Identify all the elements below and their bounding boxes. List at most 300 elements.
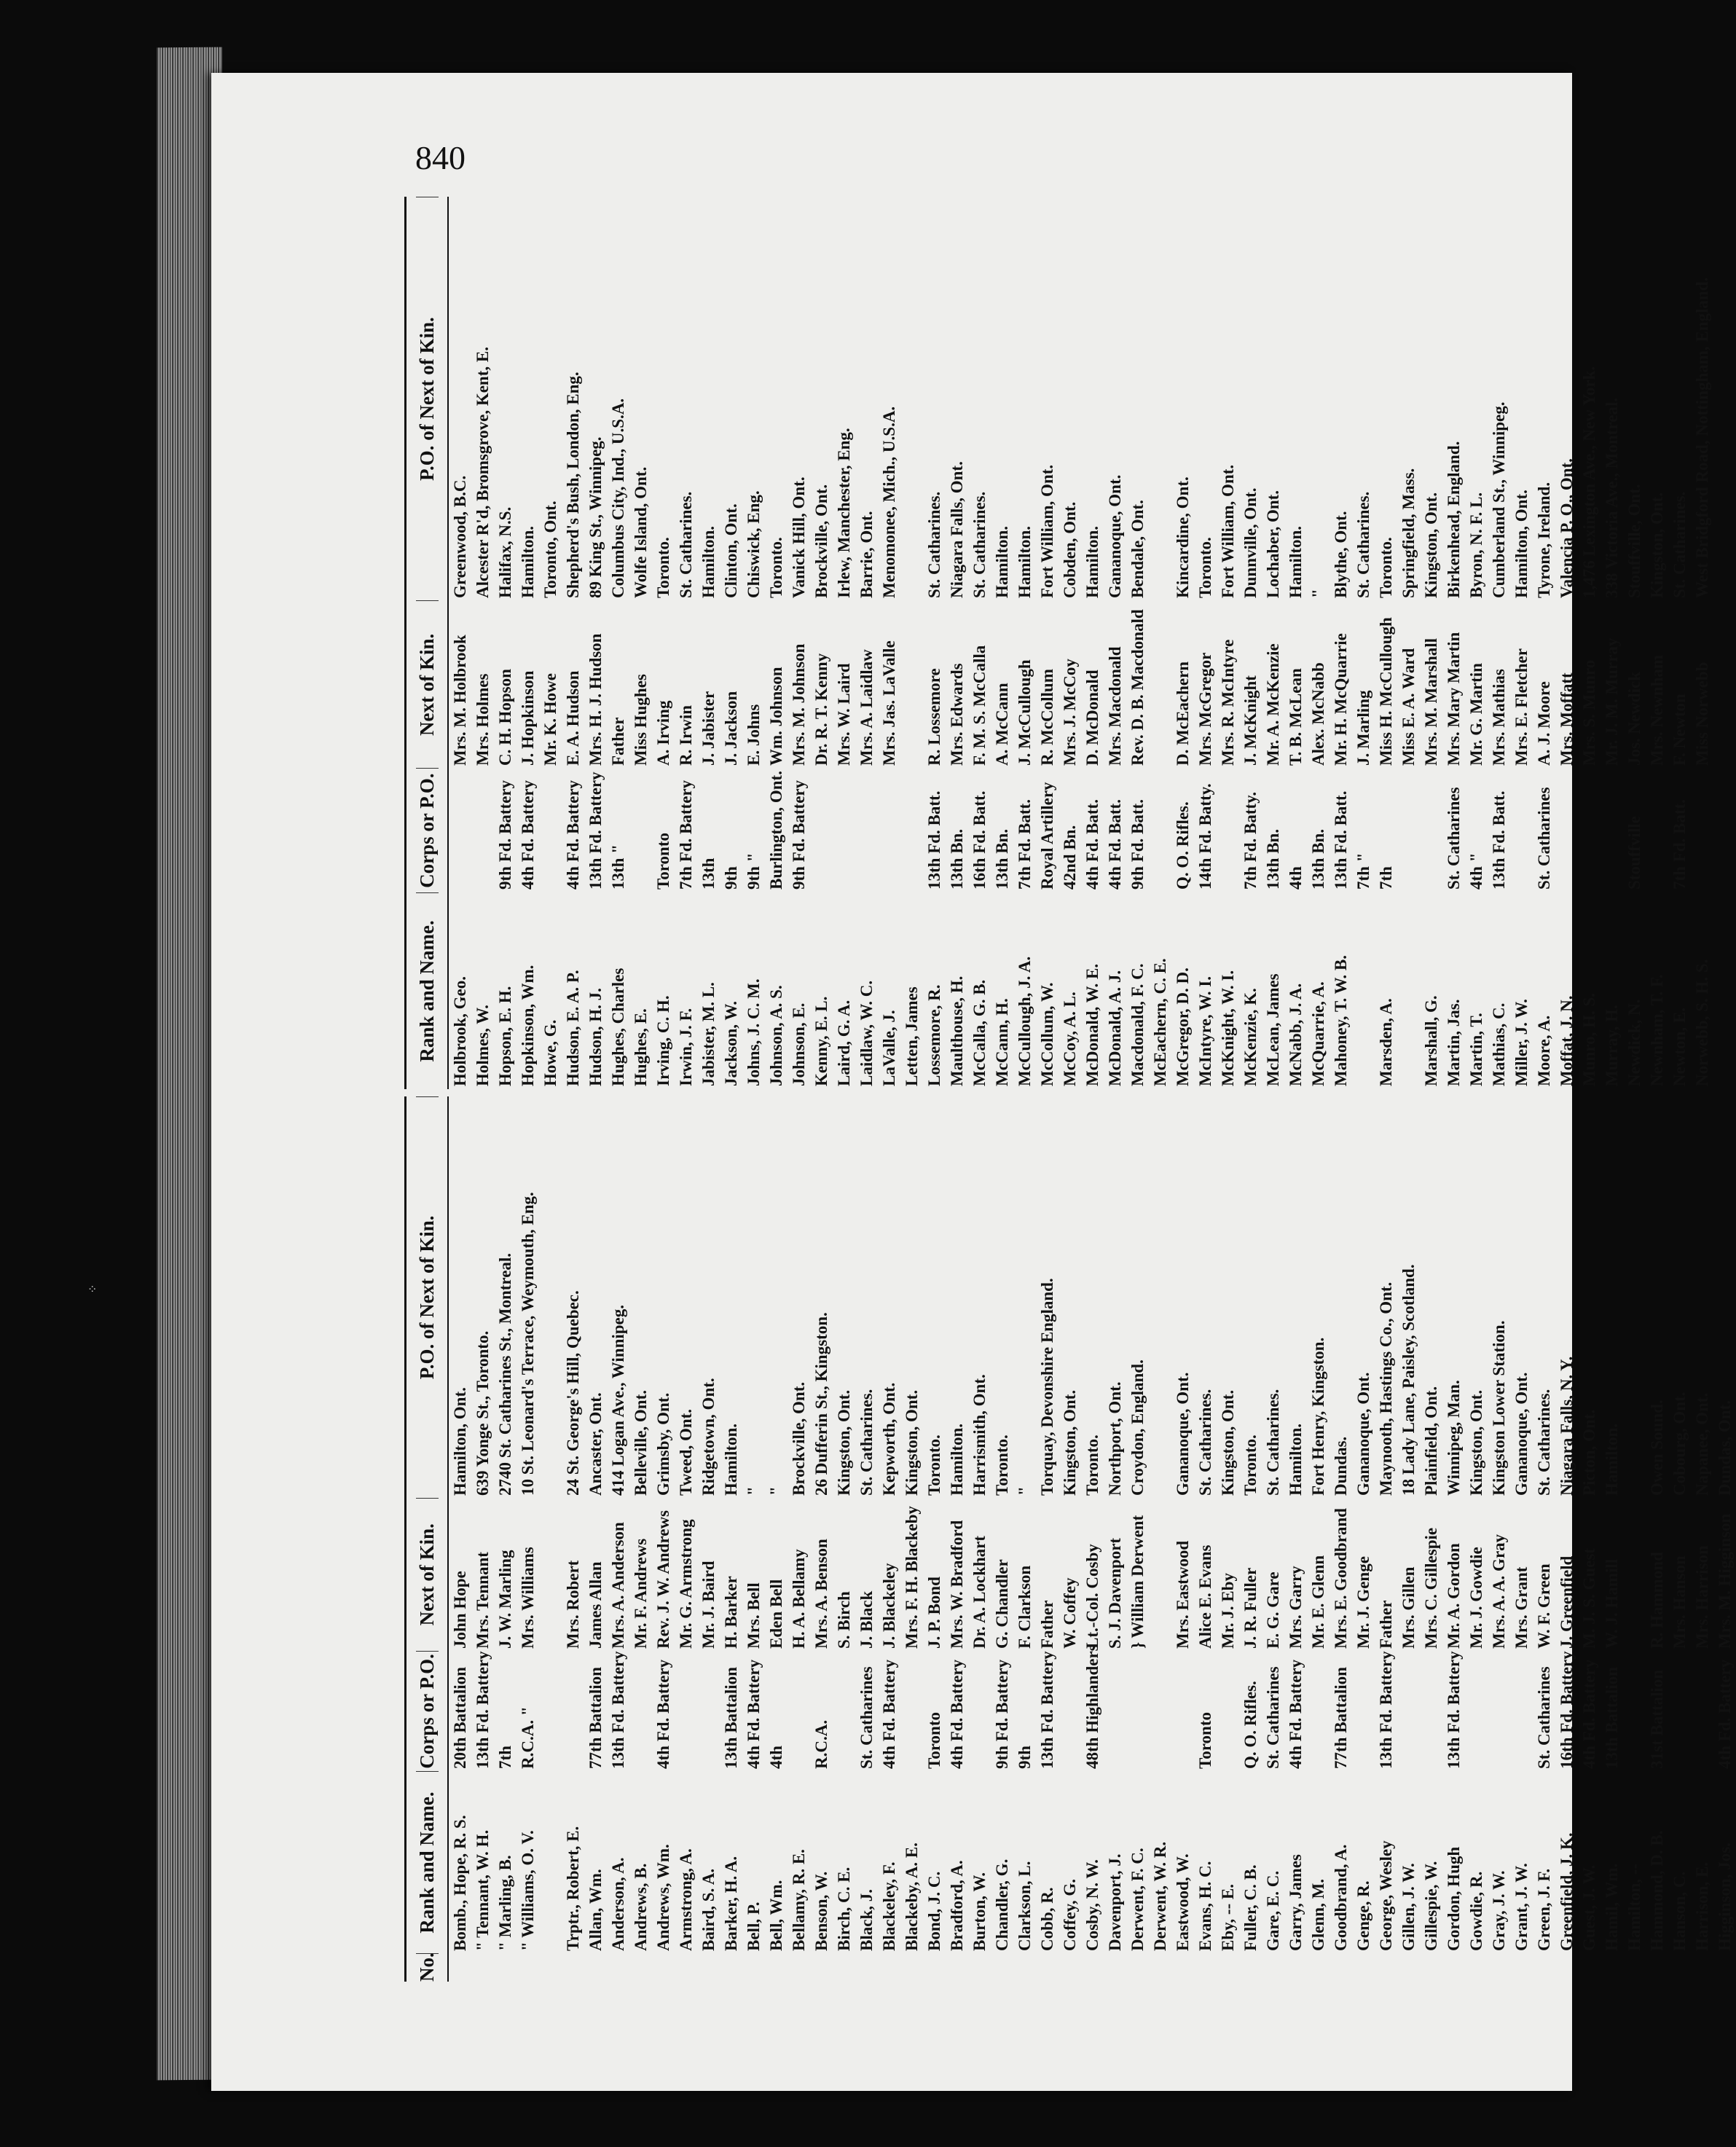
table-cell: Mr. A. Gordon — [1445, 1543, 1463, 1649]
table-cell: Newdick, N. — [1625, 999, 1643, 1086]
table-cell: Mrs. J. McCoy — [1061, 659, 1079, 766]
table-cell: G. Chandler — [993, 1559, 1011, 1649]
table-row — [946, 197, 968, 1089]
table-cell: J. W. Marling — [496, 1550, 514, 1649]
table-cell: St. Catharines — [1445, 787, 1463, 890]
table-cell: McDonald, W. E. — [1083, 963, 1101, 1086]
table-cell: Hamilton. — [1016, 525, 1034, 598]
table-cell: Q. O. Rifles. — [1174, 801, 1192, 890]
table-cell: 4th Fd. Battery — [654, 1659, 672, 1769]
table-cell: 9th Fd. Battery — [993, 1659, 1011, 1769]
table-cell: 4th Fd. Battery — [564, 780, 582, 890]
table-cell: Cobourg, Ont. — [1670, 1392, 1689, 1496]
table-cell: McCollum, W. — [1038, 982, 1056, 1086]
table-cell: Eastwood, W. — [1174, 1853, 1192, 1951]
table-cell — [1194, 1954, 1217, 1982]
table-cell: Fort Henry, Kingston. — [1309, 1337, 1327, 1496]
table-cell: 4th Fd. Battery — [880, 1659, 898, 1769]
table-cell: E. A. Hudson — [564, 670, 582, 766]
table-row — [968, 1096, 991, 1982]
table-cell: F. Newton — [1670, 694, 1689, 766]
table-cell: Hamilton, Ont. — [1512, 490, 1531, 598]
table-row — [1465, 1096, 1488, 1982]
table-cell: McEachern, C. E. — [1151, 958, 1169, 1086]
table-row — [1307, 197, 1330, 1089]
table-cell: Newton, E. — [1670, 1008, 1689, 1086]
table-row — [991, 1096, 1013, 1982]
table-row — [517, 1096, 539, 1982]
table-cell: Valencia P. O., Ont. — [1558, 458, 1576, 598]
table-cell: LaValle, J. — [880, 1010, 898, 1086]
table-cell — [471, 769, 494, 892]
table-cell: 2740 St. Catharines St., Montreal. — [496, 1252, 514, 1496]
table-cell: Mrs. Bell — [745, 1582, 763, 1649]
table-cell: J. Black — [857, 1590, 876, 1649]
table-cell: 20th Battalion — [451, 1667, 469, 1769]
table-cell: Gananoque, Ont. — [1512, 1372, 1531, 1496]
table-cell — [1713, 1954, 1736, 1982]
table-cell — [1352, 1652, 1375, 1772]
page-number: 840 — [415, 139, 466, 176]
table-cell: J. R. Fuller — [1241, 1567, 1260, 1649]
table-cell — [1623, 1499, 1646, 1652]
table-cell: 4th Fd. Battery — [948, 1659, 966, 1769]
table-cell: St. Catharines — [1264, 1666, 1282, 1769]
table-cell: Toronto. — [925, 1434, 943, 1496]
table-cell: E. G. Gare — [1264, 1571, 1282, 1649]
table-row — [1488, 1096, 1510, 1982]
table-cell — [1555, 1954, 1578, 1982]
table-cell: 13th Bn. — [1309, 828, 1327, 890]
table-cell: Kingston, Ont. — [1422, 492, 1440, 598]
table-cell — [1352, 892, 1375, 1089]
table-row — [968, 197, 991, 1089]
table-cell: Mrs. H. J. Hudson — [586, 633, 605, 766]
table-cell: George, Wesley — [1377, 1840, 1395, 1951]
table-cell: 7th Fd. Batty. — [1241, 791, 1260, 890]
table-cell: Mrs. Gillen — [1399, 1566, 1418, 1649]
table-cell: Miller, J. W. — [1512, 999, 1531, 1086]
table-cell: A. Irving — [654, 700, 672, 766]
table-cell: Mrs. Jas. LaValle — [880, 640, 898, 766]
table-cell: Mrs. W. Laird — [835, 663, 853, 766]
table-cell — [900, 1954, 923, 1982]
table-cell: 414 Logan Ave., Winnipeg. — [609, 1304, 627, 1496]
table-cell: Tyrone, Ireland. — [1535, 482, 1553, 598]
table-cell: 16th Fd. Battery — [1558, 1651, 1576, 1769]
table-cell: Mr. E. Glenn — [1309, 1555, 1327, 1649]
table-cell: Mrs. Garry — [1287, 1566, 1305, 1649]
table-row — [675, 1096, 697, 1982]
header-next-of-kin: Next of Kin. — [416, 1498, 439, 1651]
table-cell: St. Catharines — [857, 1666, 876, 1769]
table-cell — [1149, 1096, 1171, 1499]
table-cell: Mrs. McGregor — [1196, 652, 1214, 766]
table-cell: D. McDonald — [1083, 670, 1101, 766]
table-cell: Miss Norwebb — [1693, 662, 1711, 766]
table-cell — [584, 1954, 607, 1982]
table-cell: Torquay, Devonshire England. — [1038, 1278, 1056, 1496]
table-cell: 7th Fd. Batt. — [1670, 799, 1689, 890]
table-row — [720, 1096, 742, 1982]
table-cell: 4th Fd. Battery — [1287, 1659, 1305, 1769]
table-cell: Wm. Johnson — [767, 667, 785, 766]
table-row — [742, 1096, 765, 1982]
table-cell — [1217, 1954, 1239, 1982]
table-cell — [788, 1954, 810, 1982]
table-cell: Fort William, Ont. — [1219, 464, 1237, 598]
table-row — [1036, 197, 1059, 1089]
table-cell: Greenwood, B.C. — [451, 475, 469, 598]
table-cell: Mr. H. McQuarrie — [1332, 633, 1350, 766]
table-cell — [878, 1954, 900, 1982]
table-cell: Kingston, Ont. — [1467, 1389, 1485, 1496]
table-cell: Munro, H. S. — [1580, 992, 1598, 1086]
table-cell: J. Marling — [1354, 690, 1372, 766]
table-row — [1375, 1096, 1397, 1982]
table-cell: Martin, T. — [1467, 1013, 1485, 1086]
table-cell: Armstrong, A. — [677, 1848, 695, 1951]
table-cell — [449, 769, 471, 892]
table-cell: Grimsby, Ont. — [654, 1392, 672, 1496]
table-cell: Lochaber, Ont. — [1264, 490, 1282, 598]
table-row — [1555, 1096, 1578, 1982]
table-cell: Harrismith, Ont. — [970, 1374, 989, 1496]
table-row — [1442, 197, 1465, 1089]
table-cell — [991, 1954, 1013, 1982]
table-cell: Stouffville, Ont. — [1625, 484, 1643, 598]
table-cell — [1420, 1652, 1442, 1772]
table-cell: Toronto. — [1083, 1434, 1101, 1496]
table-row — [1601, 197, 1623, 1089]
table-cell — [471, 1954, 494, 1982]
table-cell — [1307, 1652, 1330, 1772]
table-cell — [946, 1954, 968, 1982]
table-cell: " Williams, O. V. — [519, 1830, 537, 1951]
table-cell: F. Clarkson — [1016, 1565, 1034, 1649]
table-cell: Mrs. A. A. Gray — [1490, 1534, 1508, 1649]
table-cell: Maulthouse, H. — [948, 976, 966, 1086]
table-cell — [1668, 1954, 1691, 1982]
table-row — [1375, 197, 1397, 1089]
table-cell: J. Blackeley — [880, 1563, 898, 1649]
table-row — [1646, 197, 1668, 1089]
table-cell: 13th Bn. — [948, 828, 966, 890]
table-cell: Mrs. R. McIntyre — [1219, 639, 1237, 766]
table-cell: Niagara Falls, N. Y. — [1558, 1356, 1576, 1496]
table-cell: Miss Hughes — [632, 674, 650, 766]
table-cell: Mrs. E. Fletcher — [1512, 648, 1531, 766]
table-row — [878, 1096, 900, 1982]
table-cell — [1623, 1954, 1646, 1982]
table-cell: McKnight, W. I. — [1219, 970, 1237, 1086]
table-cell: 7th — [496, 1746, 514, 1769]
table-cell: McCoy, A. L. — [1061, 992, 1079, 1086]
table-cell: 4th Fd. Battery — [519, 780, 537, 890]
table-cell: Menomonee, Mich., U.S.A. — [880, 406, 898, 598]
table-cell: Barker, H. A. — [722, 1856, 740, 1951]
table-cell: Burlington, Ont. — [767, 771, 785, 890]
table-cell: F. M. S. McCalla — [970, 645, 989, 766]
table-cell: Hamilton, -- — [1625, 1863, 1643, 1951]
table-cell — [1601, 1954, 1623, 1982]
table-cell: Newnham, T. F. — [1648, 974, 1666, 1086]
table-cell: Mrs. W. Bradford — [948, 1520, 966, 1649]
rotated-register-table — [404, 197, 1734, 1982]
table-cell: Hamilton. — [948, 1423, 966, 1496]
table-row — [991, 197, 1013, 1089]
table-row — [1217, 1096, 1239, 1982]
table-row — [765, 197, 788, 1089]
table-cell: E. Johns — [745, 704, 763, 766]
table-row — [833, 197, 855, 1089]
table-cell: Mrs. S. Munro — [1580, 659, 1598, 766]
table-cell: Hughes, E. — [632, 1008, 650, 1086]
table-cell — [1104, 1652, 1126, 1772]
table-cell: 4th Fd. Battery — [745, 1659, 763, 1769]
table-cell: Mrs. Holmes — [474, 673, 492, 766]
table-cell: Royal Artillery — [1038, 782, 1056, 890]
table-cell — [968, 1652, 991, 1772]
header-rank-name: Rank and Name. — [416, 1771, 439, 1953]
table-cell: 13th — [699, 857, 718, 890]
table-cell — [449, 1954, 471, 1982]
table-cell: St. Catharines. — [925, 491, 943, 598]
table-cell: Hamilton, Ont. — [451, 1387, 469, 1496]
table-cell: St. Catharines. — [1354, 491, 1372, 598]
table-cell — [742, 1954, 765, 1982]
table-cell — [900, 197, 923, 601]
table-row — [1194, 197, 1217, 1089]
table-cell: T. B. McLean — [1287, 668, 1305, 766]
table-cell: Johnson, A. S. — [767, 985, 785, 1086]
table-cell: D. McEachern — [1174, 661, 1192, 766]
table-row — [584, 1096, 607, 1982]
table-row — [1420, 197, 1442, 1089]
table-cell: Kingston, Ont. — [903, 1389, 921, 1496]
table-cell: " — [767, 1486, 785, 1496]
table-cell: R. Hammond — [1648, 1552, 1666, 1649]
table-row — [652, 1096, 675, 1982]
table-cell: Martin, Jas. — [1445, 999, 1463, 1086]
table-cell: Goodbrand, A. — [1332, 1844, 1350, 1951]
table-row — [697, 197, 720, 1089]
table-row — [1488, 197, 1510, 1089]
table-cell — [833, 1954, 855, 1982]
table-cell: M. J. S. Guest — [1580, 1548, 1598, 1649]
table-row — [810, 197, 833, 1089]
table-cell: Hamilton. — [519, 525, 537, 598]
table-cell — [1330, 1954, 1352, 1982]
table-cell: Hughes, Charles — [609, 967, 627, 1086]
table-row — [1533, 197, 1555, 1089]
table-cell: Gare, E. C. — [1264, 1870, 1282, 1951]
table-cell — [1691, 769, 1713, 892]
table-cell: Kincardine, Ont. — [1174, 476, 1192, 598]
table-row — [833, 1096, 855, 1982]
table-cell: Norwebb, S. H. S. — [1693, 959, 1711, 1086]
table-cell — [1149, 1954, 1171, 1982]
table-row — [900, 197, 923, 1089]
table-cell: Cobb, R. — [1038, 1887, 1056, 1951]
table-cell — [1126, 1954, 1149, 1982]
table-cell — [697, 1652, 720, 1772]
table-row — [1171, 1096, 1194, 1982]
table-cell: McCullough, J. A. — [1016, 956, 1034, 1086]
table-cell: Rev. D. B. Macdonald — [1128, 609, 1147, 766]
table-cell: Laird, G. A. — [835, 1000, 853, 1086]
table-cell — [810, 769, 833, 892]
table-row — [1420, 1096, 1442, 1982]
table-row — [788, 197, 810, 1089]
table-cell: Kepworth, Ont. — [880, 1382, 898, 1496]
table-row — [1668, 1096, 1691, 1982]
table-row — [1013, 1096, 1036, 1982]
table-cell: 10 St. Leonard's Terrace, Weymouth, Eng. — [519, 1192, 537, 1496]
table-cell: Gowdie, R. — [1467, 1871, 1485, 1951]
table-row — [1330, 197, 1352, 1089]
table-cell: 9th Fd. Battery — [790, 780, 808, 890]
table-cell — [1059, 1652, 1081, 1772]
table-row — [1623, 1096, 1646, 1982]
table-cell: Eby, -- E. — [1219, 1883, 1237, 1951]
table-row — [765, 1096, 788, 1982]
table-cell: Blackeley, F. — [880, 1861, 898, 1951]
table-cell — [1510, 1954, 1533, 1982]
table-cell: Davenport, J. — [1106, 1853, 1124, 1951]
table-row — [810, 1096, 833, 1982]
table-cell: 13th Bn. — [1264, 828, 1282, 890]
table-cell: John Hope — [451, 1571, 469, 1649]
table-cell — [629, 1652, 652, 1772]
table-cell: Northport, Ont. — [1106, 1381, 1124, 1496]
table-cell: Mrs. Edwards — [948, 663, 966, 766]
table-cell — [517, 1954, 539, 1982]
table-cell — [539, 1772, 562, 1954]
table-cell: Mrs. Williams — [519, 1547, 537, 1649]
table-cell: Mrs. Moffatt — [1558, 672, 1576, 766]
table-cell: Mr. J. M. Murray — [1603, 637, 1621, 766]
table-cell: Father — [1377, 1600, 1395, 1649]
table-row — [675, 197, 697, 1089]
table-cell — [539, 769, 562, 892]
table-cell: W. Coffey — [1061, 1577, 1079, 1649]
table-cell: Andrews, B. — [632, 1863, 650, 1951]
table-row — [788, 1096, 810, 1982]
table-cell — [900, 769, 923, 892]
table-cell: Toronto. — [1196, 537, 1214, 598]
table-cell: Mrs. E. Goodbrand — [1332, 1508, 1350, 1649]
table-cell: R. Lossemore — [925, 668, 943, 766]
table-cell — [1397, 769, 1420, 892]
header-next-of-kin: Next of Kin. — [416, 600, 439, 768]
table-cell: McCalla, G. B. — [970, 979, 989, 1086]
table-cell — [1036, 1954, 1059, 1982]
table-cell: Kingston Lower Station. — [1490, 1320, 1508, 1496]
table-cell: Croydon, England. — [1128, 1359, 1147, 1496]
table-cell: Miss E. A. Ward — [1399, 648, 1418, 766]
table-cell: Toronto — [654, 833, 672, 890]
header-corps: Corps or P.O. — [416, 1651, 439, 1771]
table-cell — [1488, 1954, 1510, 1982]
table-cell: Jabister, M. L. — [699, 982, 718, 1086]
table-cell: Alex. McNabb — [1309, 662, 1327, 766]
table-cell: Gillen, J. W. — [1399, 1863, 1418, 1951]
table-cell: Q. O. Rifles. — [1241, 1681, 1260, 1769]
table-cell: R. Irwin — [677, 704, 695, 766]
table-cell — [1668, 1652, 1691, 1772]
table-cell — [1623, 1096, 1646, 1499]
table-cell: Mrs. M. Marshall — [1422, 637, 1440, 766]
table-cell — [1465, 1954, 1488, 1982]
table-cell: 639 Yonge St., Toronto. — [474, 1330, 492, 1496]
table-cell — [1352, 1954, 1375, 1982]
table-cell — [1149, 601, 1171, 769]
table-cell — [1646, 1954, 1668, 1982]
left-table-header — [404, 1096, 449, 1982]
table-cell — [697, 1954, 720, 1982]
table-row — [1149, 197, 1171, 1089]
table-cell: S. Birch — [835, 1591, 853, 1649]
table-cell: Ridgetown, Ont. — [699, 1378, 718, 1496]
table-cell: Higginson, Jos. — [1716, 1842, 1734, 1951]
header-rank-name: Rank and Name. — [416, 892, 439, 1089]
table-cell: Niagara Falls, Ont. — [948, 461, 966, 598]
table-cell — [494, 1954, 517, 1982]
table-cell — [923, 1954, 946, 1982]
table-cell — [1171, 1954, 1194, 1982]
table-row — [855, 1096, 878, 1982]
table-row — [1239, 1096, 1262, 1982]
table-cell: St. Catharines. — [857, 1389, 876, 1496]
table-cell — [1013, 1954, 1036, 1982]
table-cell: 13th Fd. Battery — [474, 1651, 492, 1769]
table-cell: Moore, A. — [1535, 1015, 1553, 1086]
table-cell: 31st Battalion — [1648, 1669, 1666, 1769]
table-cell — [1623, 1652, 1646, 1772]
table-cell: Hamilton. — [1287, 525, 1305, 598]
table-cell: Dunnville, Ont. — [1241, 487, 1260, 598]
table-cell: J. Greenfield — [1558, 1555, 1576, 1649]
table-cell: S. J. Davenport — [1106, 1537, 1124, 1649]
table-cell — [1149, 769, 1171, 892]
table-row — [900, 1096, 923, 1982]
table-cell — [1397, 1652, 1420, 1772]
table-cell: Alice E. Evans — [1196, 1544, 1214, 1649]
table-cell: J. Jackson — [722, 691, 740, 766]
table-cell — [968, 1954, 991, 1982]
table-row — [652, 197, 675, 1089]
table-row — [539, 197, 562, 1089]
table-cell: R.C.A. — [812, 1719, 830, 1769]
table-cell: " Marling, B. — [496, 1855, 514, 1951]
table-cell — [900, 1652, 923, 1772]
table-cell — [1691, 1954, 1713, 1982]
table-cell: Evans, H. C. — [1196, 1861, 1214, 1951]
table-cell: Brockville, Ont. — [790, 1381, 808, 1496]
table-cell — [1059, 1954, 1081, 1982]
table-cell: 13th Fd. Batt. — [1332, 790, 1350, 890]
table-cell: Mrs. F. H. Blackeby — [903, 1506, 921, 1649]
table-cell: Irlew, Manchester, Eng. — [835, 428, 853, 598]
table-cell: Gananoque, Ont. — [1354, 1372, 1372, 1496]
table-cell: Lt.-Col. Cosby — [1083, 1544, 1101, 1649]
table-cell: St. Catharines. — [1535, 1389, 1553, 1496]
table-cell: J. Hopkinson — [519, 670, 537, 766]
table-cell: Hudson, H. J. — [586, 988, 605, 1086]
table-cell — [1149, 1499, 1171, 1652]
table-row — [1578, 197, 1601, 1089]
